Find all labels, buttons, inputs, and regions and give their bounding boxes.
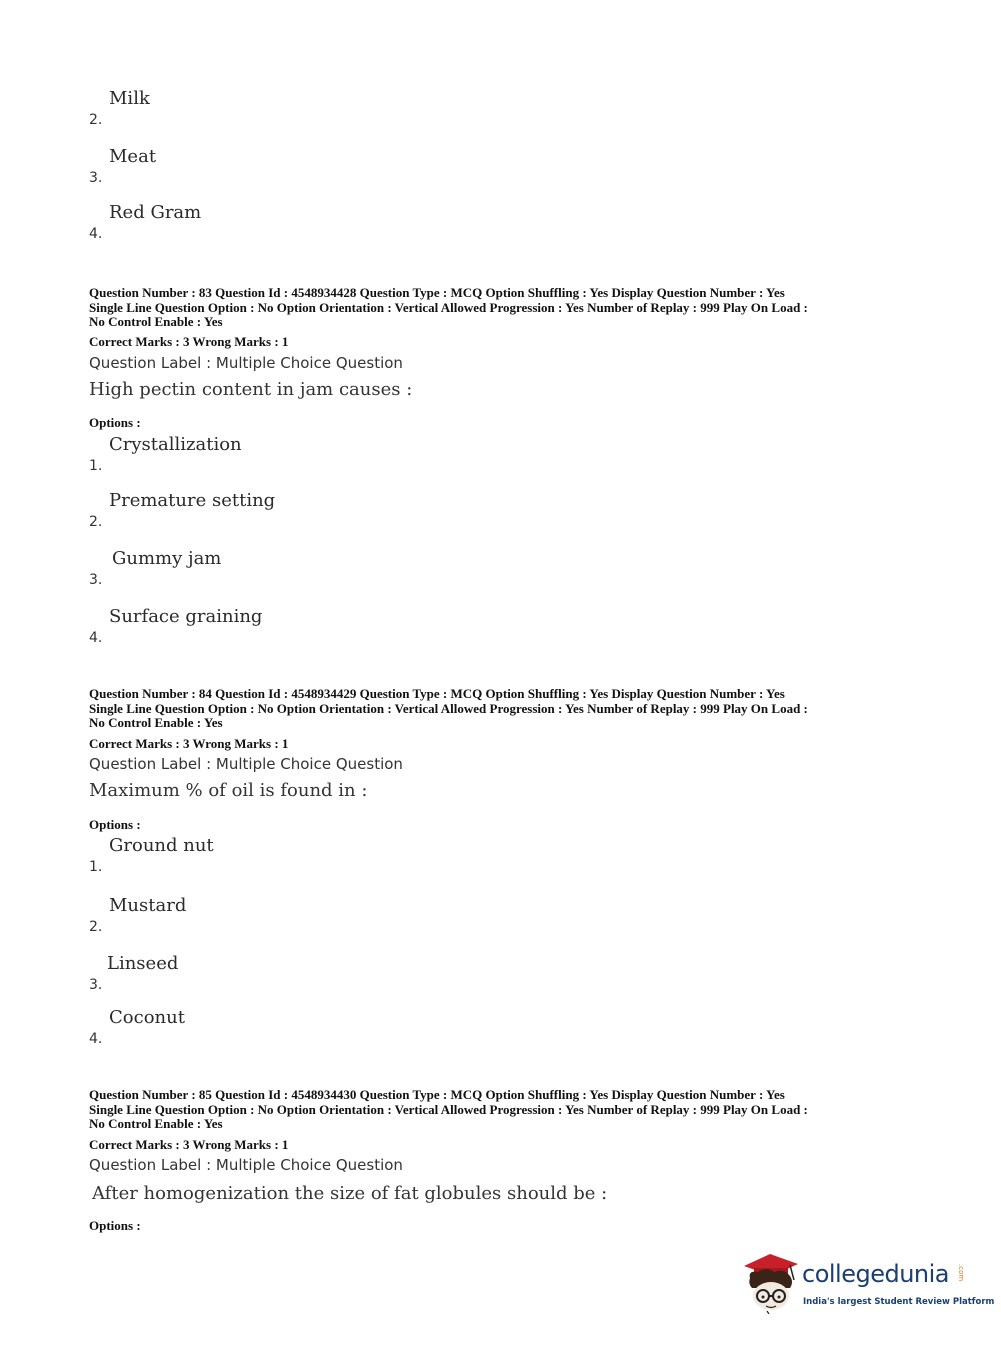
question-text: High pectin content in jam causes : [89,379,413,400]
question-marks: Correct Marks : 3 Wrong Marks : 1 [89,736,289,751]
collegedunia-logo [740,1248,995,1318]
question-marks: Correct Marks : 3 Wrong Marks : 1 [89,1137,289,1152]
option-number: 4. [89,226,103,242]
option-number: 1. [89,859,103,875]
option-row [89,835,689,875]
question-metadata [89,1088,919,1132]
option-row [89,202,689,242]
option-row [89,88,689,128]
question-text: Maximum % of oil is found in : [89,780,368,801]
option-row [89,434,689,474]
option-text: Meat [109,146,157,167]
option-text: Mustard [109,895,187,916]
metadata-line: Question Number : 83 Question Id : 4548934428 Question Type : MCQ Option Shuffling : Yes Display Question Number : Yes [89,285,785,300]
option-text: Ground nut [109,835,214,856]
metadata-line: Single Line Question Option : No Option Orientation : Vertical Allowed Progression : Yes Number of Replay : 999 Play On Load : [89,1101,808,1117]
option-number: 2. [89,514,103,530]
option-text: Linseed [107,953,179,974]
option-text: Red Gram [109,202,202,223]
metadata-line: No Control Enable : Yes [89,314,223,330]
option-row [89,953,689,993]
metadata-line: No Control Enable : Yes [89,1116,223,1132]
option-number: 3. [89,572,103,588]
option-text: Gummy jam [112,548,222,569]
option-number: 4. [89,630,103,646]
option-number: 2. [89,112,103,128]
question-label: Question Label : Multiple Choice Question [89,755,403,773]
question-metadata [89,687,919,731]
brand-name: collegedunia [802,1260,950,1288]
question-metadata [89,286,919,330]
metadata-line: Single Line Question Option : No Option Orientation : Vertical Allowed Progression : Yes Number of Replay : 999 Play On Load : [89,299,808,315]
question-text: After homogenization the size of fat globules should be : [92,1183,608,1204]
option-row [89,1007,689,1047]
option-text: Premature setting [109,490,276,511]
graduate-mascot-icon [740,1248,802,1314]
metadata-line: No Control Enable : Yes [89,715,223,731]
option-row [89,606,689,646]
option-row [89,548,689,588]
brand-domain: .com [957,1264,965,1282]
options-heading: Options : [89,415,141,430]
brand-tagline: India's largest Student Review Platform [803,1297,995,1307]
option-row [89,490,689,530]
option-text: Milk [109,88,150,109]
metadata-line: Question Number : 85 Question Id : 4548934430 Question Type : MCQ Option Shuffling : Yes Display Question Number : Yes [89,1087,785,1102]
options-heading: Options : [89,1218,141,1233]
option-number: 4. [89,1031,103,1047]
option-number: 3. [89,170,103,186]
option-row [89,895,689,935]
option-number: 2. [89,919,103,935]
option-text: Coconut [109,1007,185,1028]
metadata-line: Single Line Question Option : No Option Orientation : Vertical Allowed Progression : Yes Number of Replay : 999 Play On Load : [89,700,808,716]
option-number: 1. [89,458,103,474]
option-text: Crystallization [109,434,242,455]
question-marks: Correct Marks : 3 Wrong Marks : 1 [89,334,289,349]
metadata-line: Question Number : 84 Question Id : 4548934429 Question Type : MCQ Option Shuffling : Yes Display Question Number : Yes [89,686,785,701]
question-label: Question Label : Multiple Choice Question [89,354,403,372]
option-row [89,146,689,186]
options-heading: Options : [89,817,141,832]
option-number: 3. [89,977,103,993]
option-text: Surface graining [109,606,263,627]
question-label: Question Label : Multiple Choice Question [89,1156,403,1174]
